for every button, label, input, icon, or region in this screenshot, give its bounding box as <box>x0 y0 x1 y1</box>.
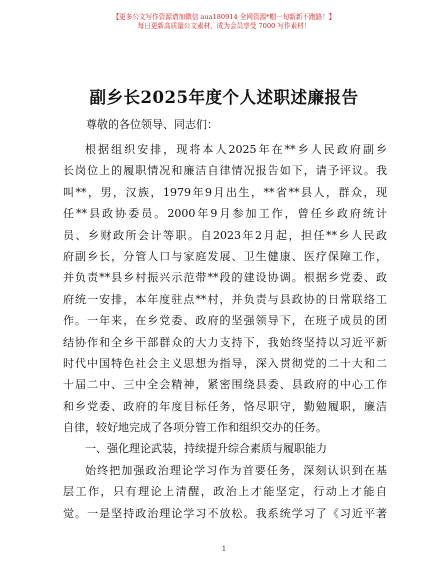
body-line: 作。一年来，在乡党委、政府的坚强领导下，在班子成员的团 <box>63 314 387 328</box>
document-title: 副乡长2025年度个人述职述廉报告 <box>89 88 359 107</box>
body-line: 并负责**县乡村振兴示范带**段的建设协调。根据乡党委、政 <box>63 271 387 285</box>
body-line: 府副乡长，分管人口与家庭发展、卫生健康、医疗保障工作， <box>63 249 387 263</box>
body-line: 员、乡财政所会计等职。自2023年2月起，担任**乡人民政 <box>63 228 387 242</box>
body-line: 和乡党委、政府的年度目标任务，恪尽职守，勤勉履职，廉洁 <box>63 399 387 413</box>
body-line: 府统一安排，本年度驻点**村，并负责与县政协的日常联络工 <box>63 292 387 306</box>
body-line: 结协作和全乡干部群众的大力支持下，我始终坚持以习近平新 <box>63 335 387 349</box>
body-line: 十届二中、三中全会精神，紧密围绕县委、县政府的中心工作 <box>63 378 387 392</box>
body-line: 长岗位上的履职情况和廉洁自律情况报告如下，请予评议。我 <box>63 164 387 178</box>
promo-banner-line: 【更多公文写作资源请加微信 aua180914 全网资源*帽一旬新新不跑路！】 <box>112 13 336 21</box>
page-number: 1 <box>221 545 227 553</box>
body-line: 根据组织安排，现将本人2025年在**乡人民政府副乡 <box>85 143 387 156</box>
body-line: 任**县政协委员。2000年9月参加工作，曾任乡政府统计 <box>63 207 387 221</box>
document-body <box>63 139 387 524</box>
section-heading: 一、强化理论武装，持续提升综合素质与履职能力 <box>85 442 327 456</box>
body-line: 自律，较好地完成了各项分管工作和组织交办的任务。 <box>63 421 327 435</box>
promo-banner-line: 每日更新高质量公文素材，成为会员享受 7000 写作素材！ <box>137 22 311 30</box>
body-line: 觉。一是坚持政治理论学习不放松。我系统学习了《习近平著 <box>63 506 387 520</box>
body-line: 时代中国特色社会主义思想为指导，深入贯彻党的二十大和二 <box>63 356 387 370</box>
body-line: 叫**，男，汉族，1979年9月出生，**省**县人，群众，现 <box>63 185 387 199</box>
body-line: 层工作，只有理论上清醒，政治上才能坚定，行动上才能自 <box>63 485 387 499</box>
greeting-line: 尊敬的各位领导、同志们： <box>86 118 218 131</box>
body-line: 始终把加强政治理论学习作为首要任务，深刻认识到在基 <box>85 463 387 477</box>
